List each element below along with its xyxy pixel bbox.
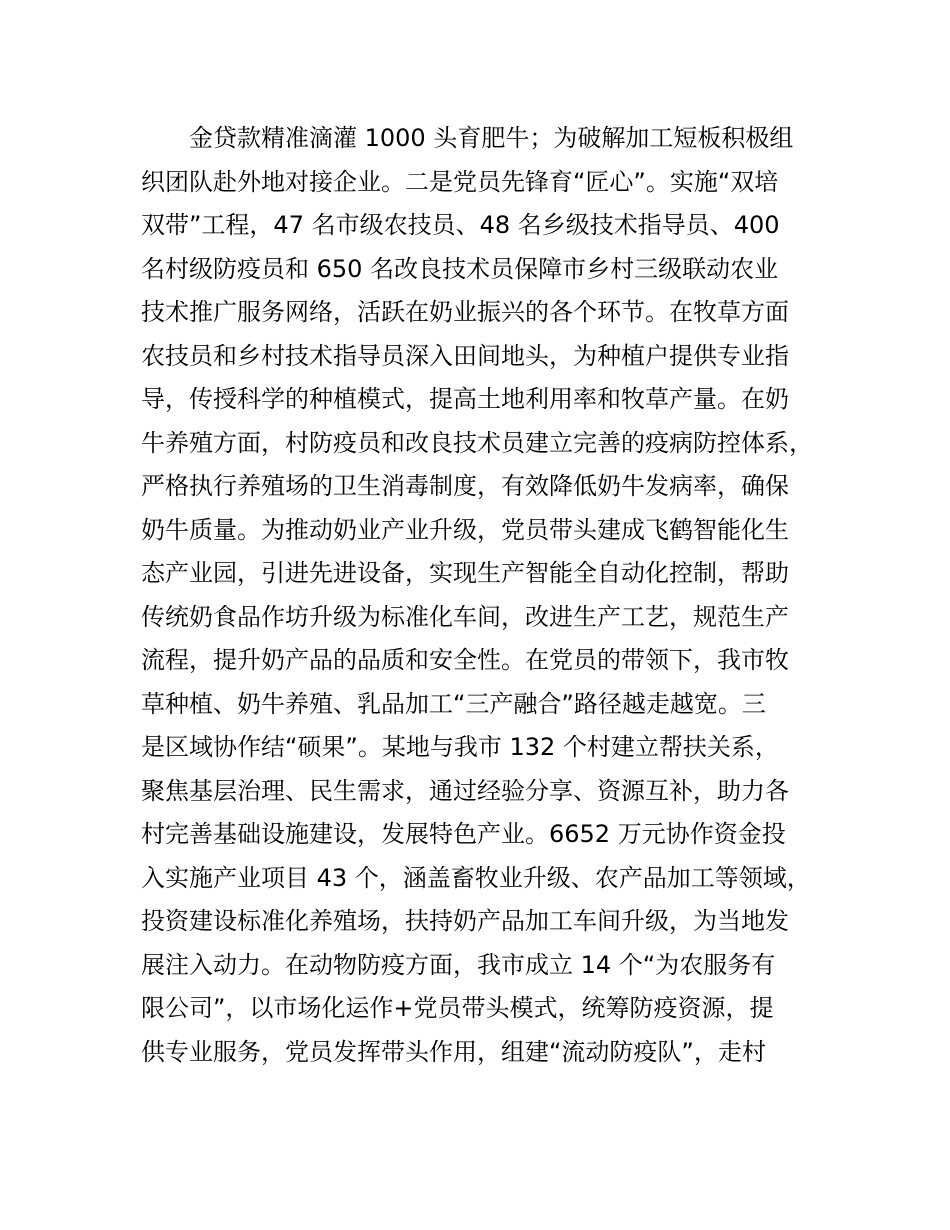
text-line: 牛养殖方面，村防疫员和改良技术员建立完善的疫病防控体系，: [141, 428, 813, 457]
text-line: 是区域协作结“硕果”。某地与我市 132 个村建立帮扶关系，: [141, 733, 779, 761]
text-line: 投资建设标准化养殖场，扶持奶产品加工车间升级，为当地发: [141, 907, 789, 935]
text-line: 村完善基础设施建设，发展特色产业。6652 万元协作资金投: [141, 820, 786, 848]
text-line: 导，传授科学的种植模式，提高土地利用率和牧草产量。在奶: [141, 385, 789, 413]
body-paragraph: [141, 117, 841, 1074]
text-line: 织团队赴外地对接企业。二是党员先锋育“匠心”。实施“双培: [141, 167, 779, 196]
text-line: 金贷款精准滴灌 1000 头育肥牛；为破解加工短板积极组: [189, 124, 794, 152]
text-line: 传统奶食品作坊升级为标准化车间，改进生产工艺，规范生产: [141, 602, 789, 631]
text-line: 名村级防疫员和 650 名改良技术员保障市乡村三级联动农业: [141, 254, 779, 283]
text-line: 展注入动力。在动物防疫方面，我市成立 14 个“为农服务有: [141, 950, 776, 979]
text-line: 奶牛质量。为推动奶业产业升级，党员带头建成飞鹤智能化生: [141, 515, 789, 544]
text-line: 供专业服务，党员发挥带头作用，组建“流动防疫队”，走村: [141, 1037, 766, 1066]
text-line: 严格执行养殖场的卫生消毒制度，有效降低奶牛发病率，确保: [141, 472, 789, 500]
text-line: 草种植、奶牛养殖、乳品加工“三产融合”路径越走越宽。三: [141, 689, 766, 718]
text-line: 态产业园，引进先进设备，实现生产智能全自动化控制，帮助: [141, 559, 789, 587]
text-line: 技术推广服务网络，活跃在奶业振兴的各个环节。在牧草方面: [141, 298, 789, 326]
text-line: 聚焦基层治理、民生需求，通过经验分享、资源互补，助力各: [141, 776, 789, 805]
text-line: 双带”工程，47 名市级农技员、48 名乡级技术指导员、400: [141, 211, 780, 239]
text-line: 流程，提升奶产品的品质和安全性。在党员的带领下，我市牧: [141, 646, 789, 674]
text-line: 入实施产业项目 43 个，涵盖畜牧业升级、农产品加工等领域，: [141, 863, 811, 892]
text-line: 限公司”，以市场化运作+党员带头模式，统筹防疫资源，提: [141, 994, 774, 1022]
text-line: 农技员和乡村技术指导员深入田间地头，为种植户提供专业指: [141, 341, 789, 370]
